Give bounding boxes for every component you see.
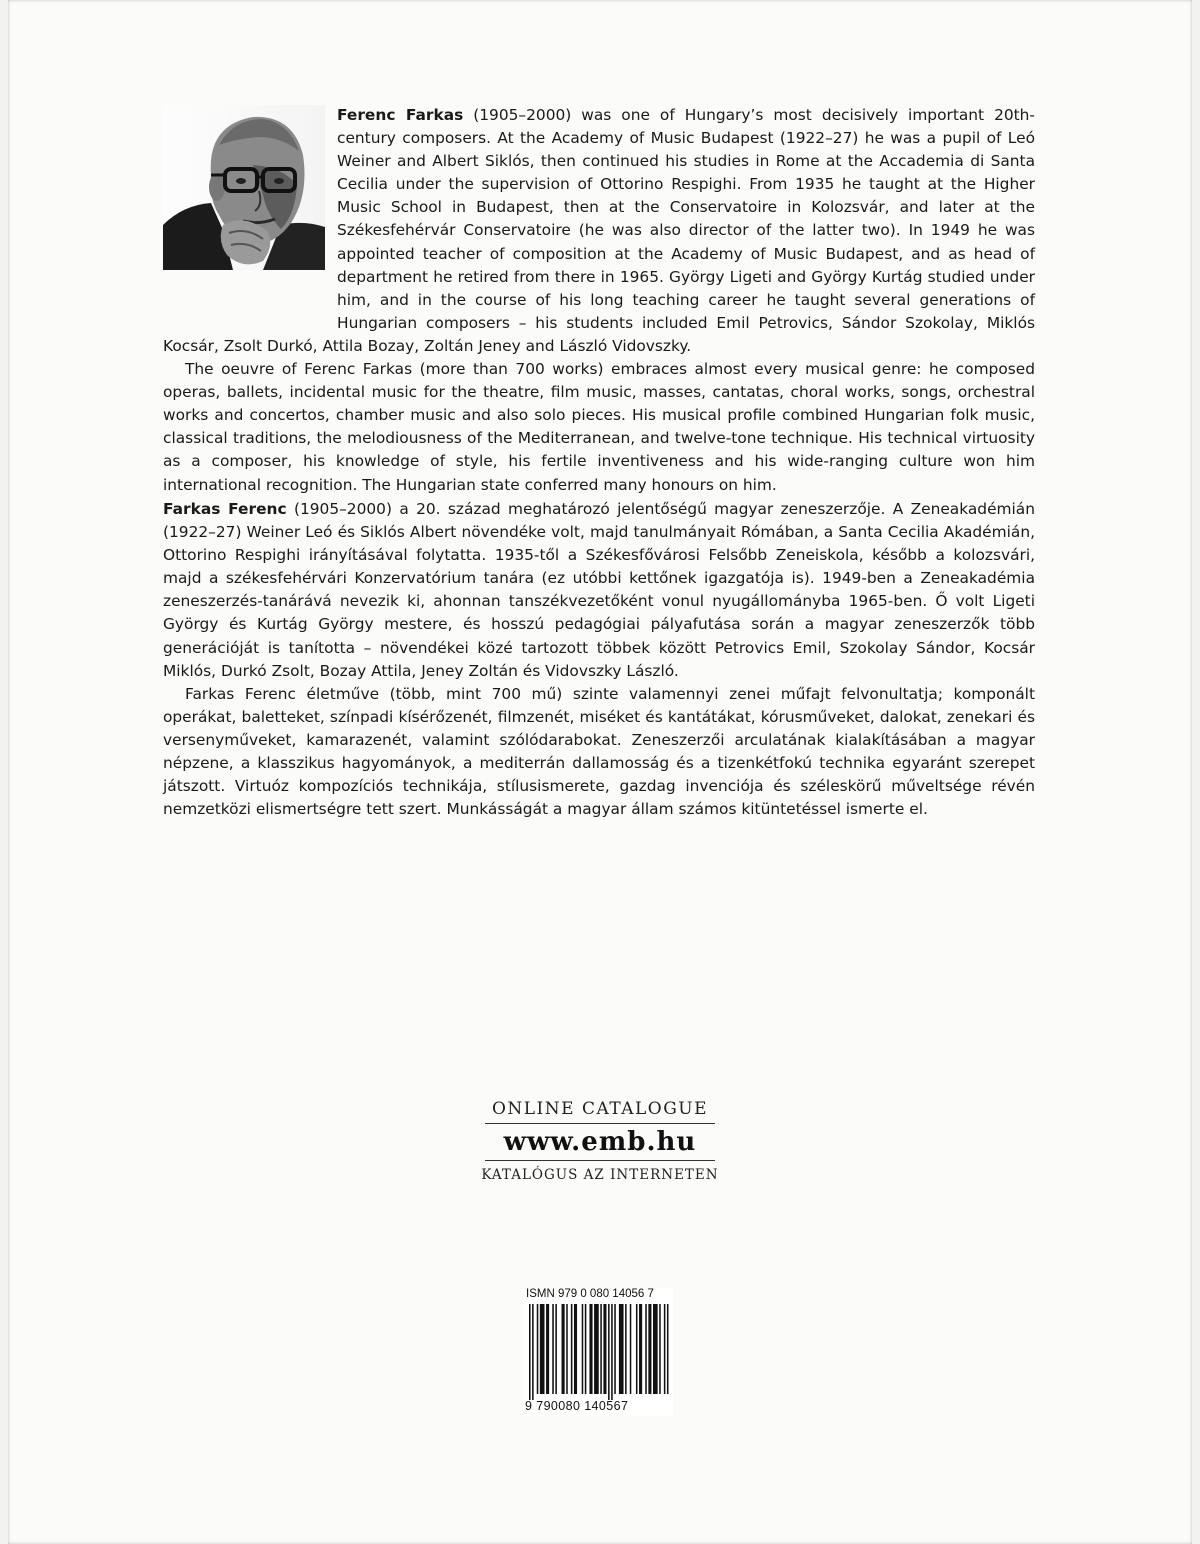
hungarian-paragraph-2: Farkas Ferenc életműve (több, mint 700 mű) szinte valamennyi zenei műfajt felvonultatja; komponált operákat, baletteket, színpadi kísérőzenét, filmzenét, miséket és kantátákat, kórusműveket, dalokat, zenekari és versenyműveket, kamarazenét, valamint szólódarabokat. Zeneszerzői arculatának kialakításában a magyar népzene, a klasszikus hagyományok, a mediterrán dallamosság és a tizenkétfokú technika egyaránt szerepet játszott. Virtuóz kompozíciós technikája, stílusismerete, gazdag invenciója és széleskörű műveltsége révén nemzetközi elismertségre tett szert. Munkásságát a magyar állam számos kitüntetéssel ismerte el. — [163, 684, 1035, 819]
barcode-digits: 9 790080 140567 — [525, 1399, 629, 1413]
barcode-bar — [574, 1304, 577, 1394]
barcode-bar — [648, 1304, 651, 1394]
barcode-bars — [523, 1304, 673, 1400]
barcode-bar — [566, 1304, 568, 1394]
barcode-bar — [659, 1304, 661, 1394]
hungarian-composer-name: Farkas Ferenc — [163, 500, 287, 518]
english-paragraph-1-text: (1905–2000) was one of Hungary’s most decisively important 20th-century composers. At the Academy of Music Budapest (1922–27) he was a pupil of Leó Weiner and Albert Siklós, then continued his studies in Rome at the Accademia di Santa Cecilia under the supervision of Ottorino Respighi. From 1935 he taught at the Higher Music School in Budapest, then at the Conservatoire in Kolozsvár, and later at the Székesfehérvár Conservatoire (he was also director of the latter two). In 1949 he was appointed teacher of composition at the Academy of Music Budapest, and as head of department he retired from there in 1965. György Ligeti and György Kurtág studied under him, and in the course of his long teaching career he taught several generations of Hungarian composers – his students included Emil Petrovics, Sándor Szokolay, Miklós Kocsár, Zsolt Durkó, Attila Bozay, Zoltán Jeney and László Vidovszky. — [163, 106, 1035, 355]
barcode-bar — [667, 1304, 669, 1394]
barcode-bar — [608, 1304, 610, 1400]
ismn-label: ISMN 979 0 080 14056 7 — [526, 1288, 654, 1300]
barcode-bar — [529, 1304, 531, 1400]
online-catalogue-block — [475, 1097, 725, 1185]
hungarian-paragraph-1-text: (1905–2000) a 20. század meghatározó jelentőségű magyar zeneszerzője. A Zeneakadémián (1922–27) Weiner Leó és Siklós Albert növendéke volt, majd tanulmányait Rómában, a Santa Cecilia Akadémián, Ottorino Respighi irányításával folytatta. 1935-től a Székesfővárosi Felsőbb Zeneiskola, később a kolozsvári, majd a székesfehérvári Konzervatórium tanára (ez utóbbi kettőnek igazgatója is). 1949-ben a Zeneakadémia zeneszerzés-tanárává nevezik ki, ahonnan tanszékvezetőként vonul nyugállományba 1965-ben. Ő volt Ligeti György és Kurtág György mestere, és hosszú pedagógiai pályafutása során a magyar zeneszerzők több generációját is tanította – növendékei közé tartozott többek között Petrovics Emil, Szokolay Sándor, Kocsár Miklós, Durkó Zsolt, Bozay Attila, Jeney Zoltán és Vidovszky László. — [163, 500, 1035, 680]
catalogue-heading: ONLINE CATALOGUE — [491, 1099, 709, 1119]
barcode-bar — [625, 1304, 627, 1394]
barcode-bar — [664, 1304, 666, 1394]
barcode-bar — [639, 1304, 642, 1394]
barcode-bar — [552, 1304, 554, 1394]
barcode-bar — [636, 1304, 638, 1394]
barcode-bar — [600, 1304, 602, 1394]
hungarian-biography — [163, 498, 1035, 821]
hungarian-paragraph-1 — [163, 498, 1035, 683]
barcode-bar — [532, 1304, 534, 1400]
catalogue-subheading: KATALÓGUS AZ INTERNETEN — [481, 1167, 719, 1183]
barcode-bar — [537, 1304, 539, 1394]
english-paragraph-2: The oeuvre of Ferenc Farkas (more than 700 works) embraces almost every musical genre: he composed operas, ballets, incidental music for the theatre, film music, masses, cantatas, choral works, songs, orchestral works and concertos, chamber music and also solo pieces. His musical profile combined Hungarian folk music, classical traditions, the melodiousness of the Mediterranean, and twelve-tone technique. His technical virtuosity as a composer, his knowledge of style, his fertile inventiveness and his wide-ranging culture won him international recognition. The Hungarian state conferred many honours on him. — [163, 360, 1035, 494]
barcode-bar — [562, 1304, 565, 1394]
barcode-bar — [546, 1304, 549, 1394]
barcode-bar — [594, 1304, 599, 1394]
barcode-bar — [571, 1304, 573, 1394]
barcode-bar — [645, 1304, 647, 1394]
barcode-bar — [582, 1304, 584, 1394]
barcode-bar — [540, 1304, 545, 1394]
english-biography — [163, 104, 1035, 497]
barcode-bar — [619, 1304, 624, 1394]
barcode-bar — [611, 1304, 613, 1400]
barcode-bar — [614, 1304, 616, 1394]
barcode-bar — [630, 1304, 632, 1394]
barcode-bar — [653, 1304, 658, 1394]
english-composer-name: Ferenc Farkas — [337, 106, 464, 124]
barcode-bar — [589, 1304, 592, 1394]
barcode-bar — [603, 1304, 606, 1394]
barcode-block — [523, 1288, 673, 1416]
catalogue-url: www.emb.hu — [485, 1123, 715, 1161]
barcode-bar — [555, 1304, 557, 1394]
barcode-bar — [585, 1304, 587, 1394]
